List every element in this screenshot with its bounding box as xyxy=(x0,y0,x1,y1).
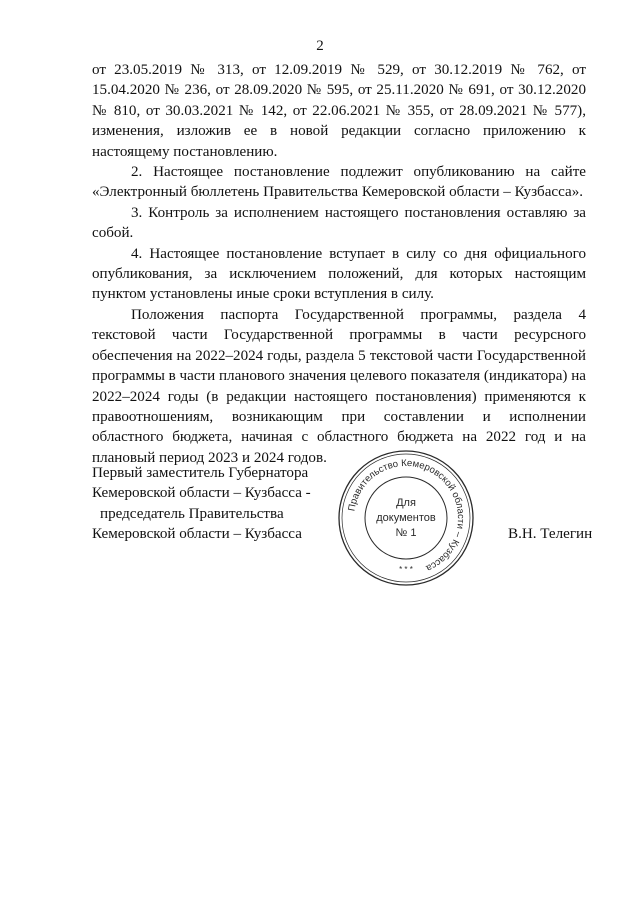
stamp-stars: * * * xyxy=(399,565,413,574)
signatory-title-line-3: председатель Правительства xyxy=(100,505,284,522)
signatory-title-line-1: Первый заместитель Губернатора xyxy=(92,465,309,481)
signature-block xyxy=(92,463,332,545)
paragraph-amendments-list: от 23.05.2019 № 313, от 12.09.2019 № 529, от 30.12.2019 № 762, от 15.04.2020 № 236, от 28.09.2020 № 595, от 25.11.2020 № 691, от 30.12.2020 № 810, от 30.03.2021 № 142, от 22.06.2021 № 355, от 28.09.2021 № 577), изменения, изложив ее в новой редакции согласно приложению к настоящему постановлению. xyxy=(92,62,586,160)
paragraph-control: 3. Контроль за исполнением настоящего постановления оставляю за собой. xyxy=(92,204,586,242)
stamp-center-line-3: № 1 xyxy=(395,527,417,539)
stamp-ring-text: Правительство Кемеровской области – Кузбасса xyxy=(346,457,467,574)
signatory-title-line-4: Кемеровской области – Кузбасса xyxy=(92,526,302,543)
paragraph-publication: 2. Настоящее постановление подлежит опубликованию на сайте «Электронный бюллетень Правительства Кемеровской области – Кузбасса». xyxy=(92,164,586,201)
stamp-center-line-1: Для xyxy=(396,497,416,509)
document-body xyxy=(92,60,586,468)
official-stamp xyxy=(336,448,476,588)
paragraph-provisions: Положения паспорта Государственной программы, раздела 4 текстовой части Государственной программы в части ресурсного обеспечения на 2022–2024 годы, раздела 5 текстовой части Государственной программы в части планового значения целевого показателя (индикатора) на 2022–2024 годы (в редакции настоящего постановления) применяются к правоотношениям, возникающим при составлении и исполнении областного бюджета, начиная с областного бюджета на 2022 год и на плановый период 2023 и 2024 годов. xyxy=(92,306,586,466)
paragraph-effective-date: 4. Настоящее постановление вступает в силу со дня официального опубликования, за исключением положений, для которых настоящим пунктом установлены иные сроки вступления в силу. xyxy=(92,245,586,303)
signer-name: В.Н. Телегин xyxy=(508,526,593,542)
stamp-center-line-2: документов xyxy=(376,512,436,524)
signatory-title-line-2: Кемеровской области – Кузбасса - xyxy=(92,485,311,502)
page-number: 2 xyxy=(316,38,324,54)
